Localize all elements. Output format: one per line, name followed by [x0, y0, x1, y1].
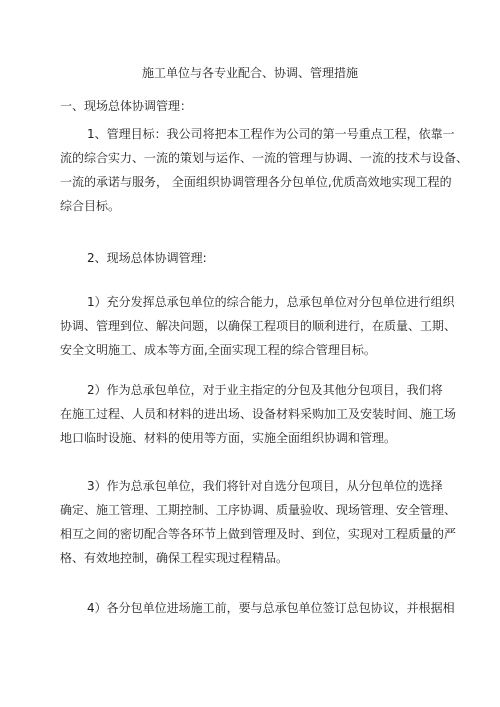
paragraph-line: 2）作为总承包单位，对于业主指定的分包及其他分包项目，我们将: [87, 383, 443, 397]
paragraph-line: 协调、管理到位、解决问题，以确保工程项目的顺利进行，在质量、工期、: [60, 319, 457, 333]
paragraph-line: 3）作为总承包单位，我们将针对自选分包项目，从分包单位的选择: [87, 479, 443, 493]
paragraph-line: 安全文明施工、成本等方面,全面实现工程的综合管理目标。: [60, 343, 376, 357]
subheading-coordination: [60, 246, 440, 270]
paragraph-item-2: [60, 378, 457, 450]
paragraph-line: 1、管理目标：我公司将把本工程作为公司的第一号重点工程，依靠一: [87, 127, 455, 141]
paragraph-line: 2、现场总体协调管理:: [87, 251, 207, 265]
document-title: 施工单位与各专业配合、协调、管理措施: [141, 66, 358, 80]
paragraph-item-4: [60, 596, 455, 620]
paragraph-line: 4）各分包单位进场施工前，要与总承包单位签订总包协议，并根据相: [87, 601, 455, 615]
paragraph-item-3: [60, 474, 457, 570]
paragraph-management-goal: [60, 122, 469, 218]
paragraph-line: 相互之间的密切配合等各环节上做到管理及时、到位，实现对工程质量的严: [60, 527, 457, 541]
paragraph-line: 地口临时设施、材料的使用等方面，实施全面组织协调和管理。: [60, 431, 397, 445]
paragraph-line: 格、有效地控制，确保工程实现过程精品。: [60, 551, 289, 565]
paragraph-line: 1）充分发挥总承包单位的综合能力，总承包单位对分包单位进行组织: [87, 295, 455, 309]
paragraph-line: 在施工过程、人员和材料的进出场、设备材料采购加工及安装时间、施工场: [60, 407, 457, 421]
paragraph-line: 综合目标。: [60, 199, 121, 213]
paragraph-line: 确定、施工管理、工期控制、工序协调、质量验收、现场管理、安全管理、: [60, 503, 457, 517]
paragraph-line: 流的综合实力、一流的策划与运作、一流的管理与协调、一流的技术与设备、: [60, 151, 469, 165]
paragraph-item-1: [60, 290, 457, 362]
section-heading: 一、现场总体协调管理：: [60, 99, 193, 113]
paragraph-line: 一流的承诺与服务， 全面组织协调管理各分包单位,优质高效地实现工程的: [60, 175, 452, 189]
